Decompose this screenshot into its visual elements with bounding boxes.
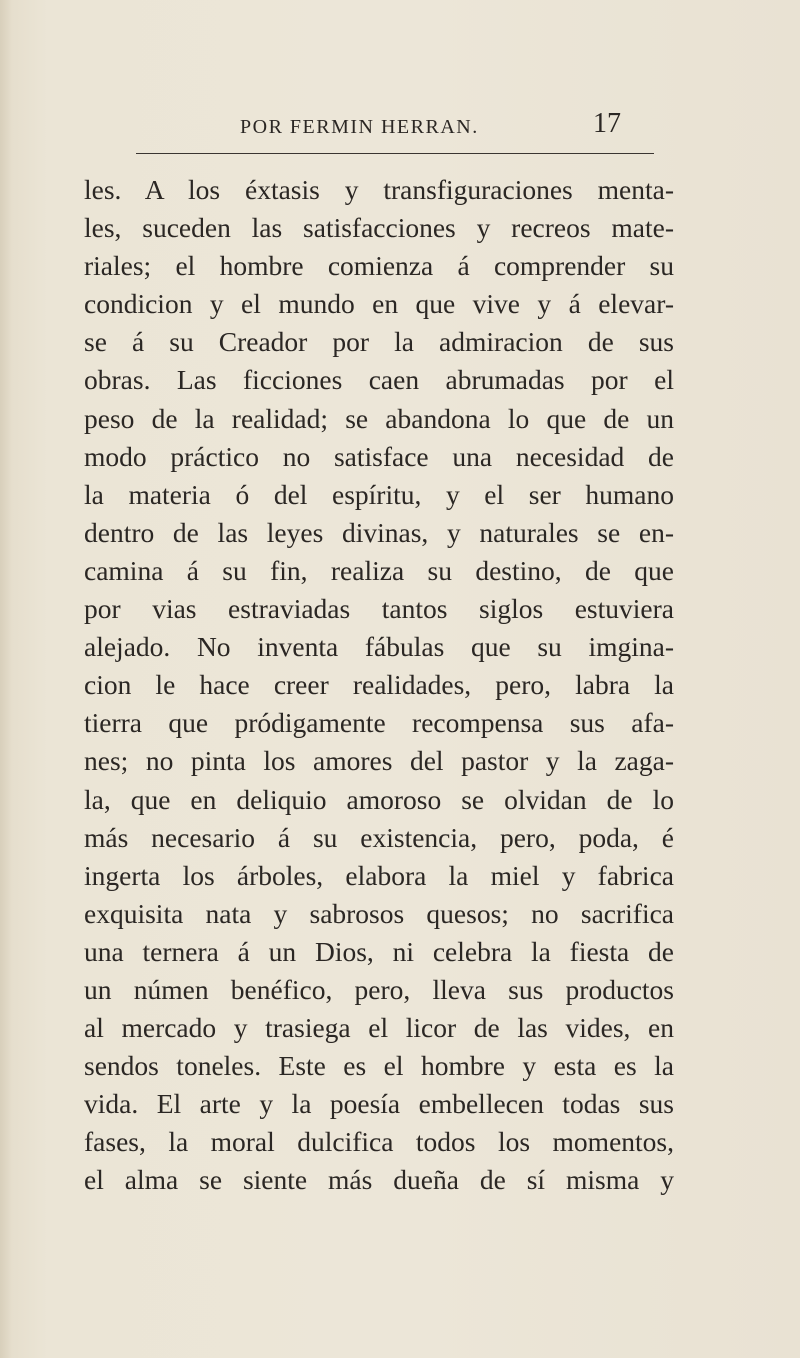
text-line: un númen benéfico, pero, lleva sus productos	[84, 973, 674, 1005]
text-line: una ternera á un Dios, ni celebra la fiesta de	[84, 935, 674, 967]
text-line: modo práctico no satisface una necesidad de	[84, 440, 674, 472]
text-line: dentro de las leyes divinas, y naturales se en-	[84, 516, 674, 548]
text-line: vida. El arte y la poesía embellecen todas sus	[84, 1088, 674, 1120]
page-edge-shadow	[0, 0, 12, 1358]
text-line: peso de la realidad; se abandona lo que de un	[84, 402, 674, 434]
text-line: riales; el hombre comienza á comprender su	[84, 250, 674, 282]
text-line: ingerta los árboles, elabora la miel y fabrica	[84, 859, 674, 891]
text-line: tierra que pródigamente recompensa sus afa-	[84, 707, 674, 739]
text-line: más necesario á su existencia, pero, poda, é	[84, 821, 674, 853]
text-line: nes; no pinta los amores del pastor y la zaga-	[84, 745, 674, 777]
text-line: el alma se siente más dueña de sí misma y	[84, 1164, 674, 1196]
page-number: 17	[593, 108, 621, 139]
text-line: les. A los éxtasis y transfiguraciones menta-	[84, 174, 674, 205]
text-line: alejado. No inventa fábulas que su imgina-	[84, 631, 674, 663]
header-rule	[136, 153, 654, 154]
text-line: se á su Creador por la admiracion de sus	[84, 326, 674, 358]
text-line: la materia ó del espíritu, y el ser humano	[84, 478, 674, 510]
text-line: la, que en deliquio amoroso se olvidan de lo	[84, 783, 674, 815]
running-title: POR FERMIN HERRAN.	[240, 116, 479, 138]
text-line: cion le hace creer realidades, pero, labra la	[84, 669, 674, 701]
text-line: por vias estraviadas tantos siglos estuviera	[84, 593, 674, 625]
text-line: obras. Las ficciones caen abrumadas por el	[84, 364, 674, 396]
body-text	[84, 171, 674, 1200]
text-line: sendos toneles. Este es el hombre y esta es la	[84, 1050, 674, 1082]
text-line: fases, la moral dulcifica todos los momentos,	[84, 1126, 674, 1158]
running-head	[240, 108, 660, 144]
text-line: camina á su fin, realiza su destino, de que	[84, 554, 674, 586]
text-line: les, suceden las satisfacciones y recreos mate-	[84, 212, 674, 244]
text-line: condicion y el mundo en que vive y á elevar-	[84, 288, 674, 320]
text-line: exquisita nata y sabrosos quesos; no sacrifica	[84, 897, 674, 929]
text-line: al mercado y trasiega el licor de las vides, en	[84, 1012, 674, 1044]
